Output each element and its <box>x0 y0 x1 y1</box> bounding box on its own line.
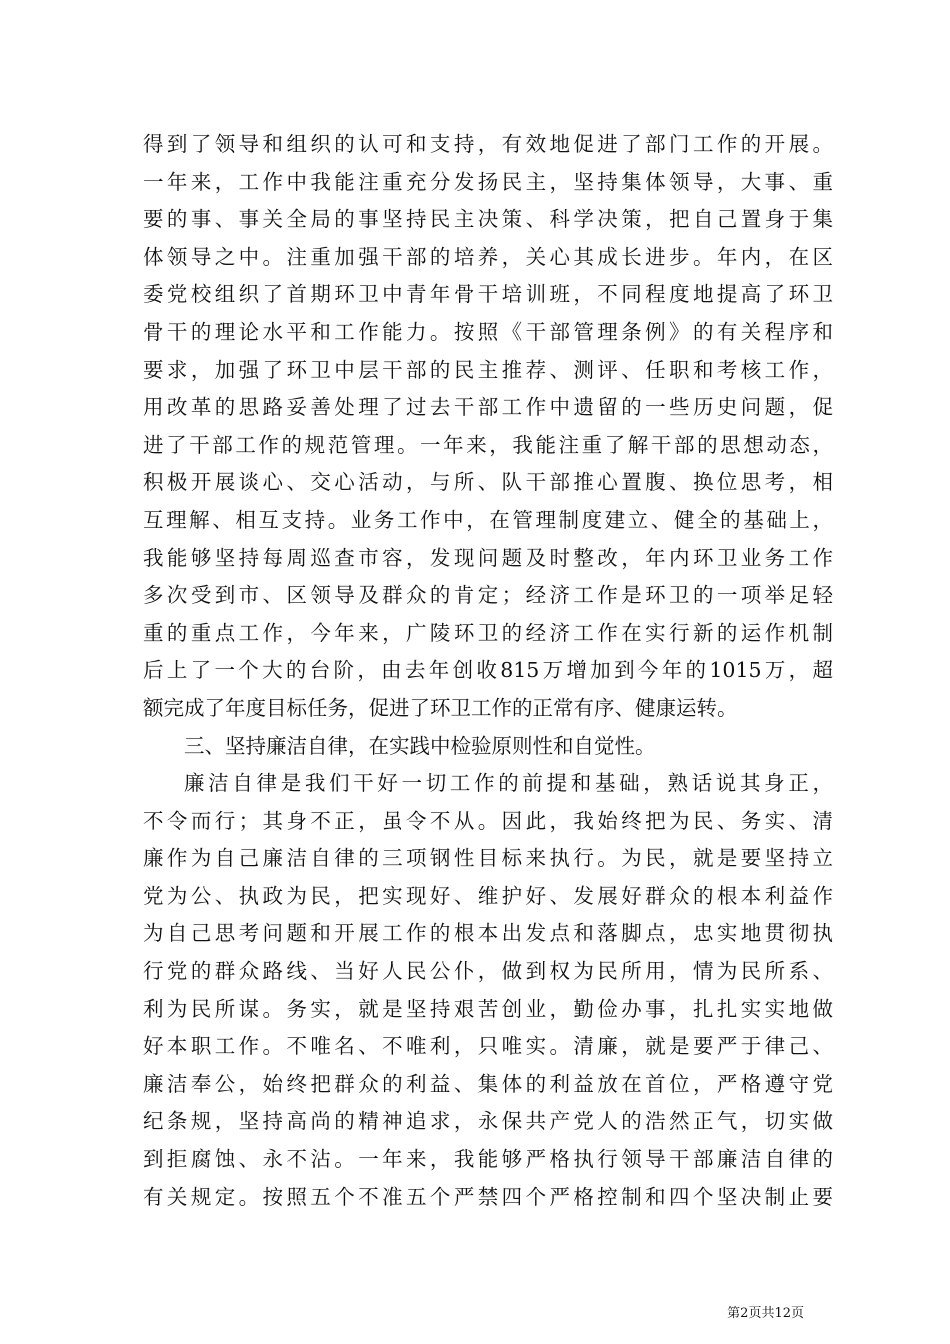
text-line: 党为公、执政为民，把实现好、维护好、发展好群众的根本利益作 <box>143 883 833 908</box>
text-line: 我能够坚持每周巡查市容，发现问题及时整改，年内环卫业务工作 <box>143 545 833 570</box>
text-line: 好本职工作。不唯名、不唯利，只唯实。清廉，就是要严于律己、 <box>143 1034 833 1059</box>
text-line: 不令而行；其身不正，虽令不从。因此，我始终把为民、务实、清 <box>143 808 833 833</box>
text-line: 后上了一个大的台阶，由去年创收815万增加到今年的1015万，超 <box>143 658 833 683</box>
text-line: 重的重点工作，今年来，广陵环卫的经济工作在实行新的运作机制 <box>143 620 833 645</box>
text-line: 利为民所谋。务实，就是坚持艰苦创业，勤俭办事，扎扎实实地做 <box>143 996 833 1021</box>
text-line: 廉洁自律是我们干好一切工作的前提和基础，熟话说其身正， <box>184 771 833 796</box>
heading-text: 三、坚持廉洁自律，在实践中检验原则性和自觉性。 <box>184 733 656 758</box>
text-line: 用改革的思路妥善处理了过去干部工作中遗留的一些历史问题，促 <box>143 395 833 420</box>
text-line: 互理解、相互支持。业务工作中，在管理制度建立、健全的基础上， <box>143 507 833 532</box>
paragraph-cadre-work <box>143 126 833 728</box>
text-line: 得到了领导和组织的认可和支持，有效地促进了部门工作的开展。 <box>143 132 833 156</box>
text-line: 要的事、事关全局的事坚持民主决策、科学决策，把自己置身于集 <box>143 207 833 232</box>
text-line: 积极开展谈心、交心活动，与所、队干部推心置腹、换位思考，相 <box>143 470 833 495</box>
text-line: 骨干的理论水平和工作能力。按照《干部管理条例》的有关程序和 <box>143 319 833 344</box>
section-heading <box>143 728 833 766</box>
document-body <box>143 126 833 1216</box>
text-line: 行党的群众路线、当好人民公仆，做到权为民所用，情为民所系、 <box>143 959 833 984</box>
text-line: 多次受到市、区领导及群众的肯定；经济工作是环卫的一项举足轻 <box>143 583 833 608</box>
text-line: 到拒腐蚀、永不沾。一年来，我能够严格执行领导干部廉洁自律的 <box>143 1147 833 1172</box>
text-line: 体领导之中。注重加强干部的培养，关心其成长进步。年内，在区 <box>143 244 833 269</box>
text-line: 有关规定。按照五个不准五个严禁四个严格控制和四个坚决制止要 <box>143 1184 833 1209</box>
text-line: 进了干部工作的规范管理。一年来，我能注重了解干部的思想动态， <box>143 432 833 457</box>
text-line: 委党校组织了首期环卫中青年骨干培训班，不同程度地提高了环卫 <box>143 282 833 307</box>
page-number: 第2页共12页 <box>727 1306 804 1321</box>
text-line: 一年来，工作中我能注重充分发扬民主，坚持集体领导，大事、重 <box>143 169 833 194</box>
text-line: 额完成了年度目标任务，促进了环卫工作的正常有序、健康运转。 <box>143 695 738 720</box>
text-line: 为自己思考问题和开展工作的根本出发点和落脚点，忠实地贯彻执 <box>143 921 833 946</box>
text-line: 纪条规，坚持高尚的精神追求，永保共产党人的浩然正气，切实做 <box>143 1109 833 1134</box>
text-line: 要求，加强了环卫中层干部的民主推荐、测评、任职和考核工作， <box>143 357 833 382</box>
paragraph-integrity <box>143 765 833 1216</box>
text-line: 廉洁奉公，始终把群众的利益、集体的利益放在首位，严格遵守党 <box>143 1071 833 1096</box>
text-line: 廉作为自己廉洁自律的三项钢性目标来执行。为民，就是要坚持立 <box>143 846 833 871</box>
